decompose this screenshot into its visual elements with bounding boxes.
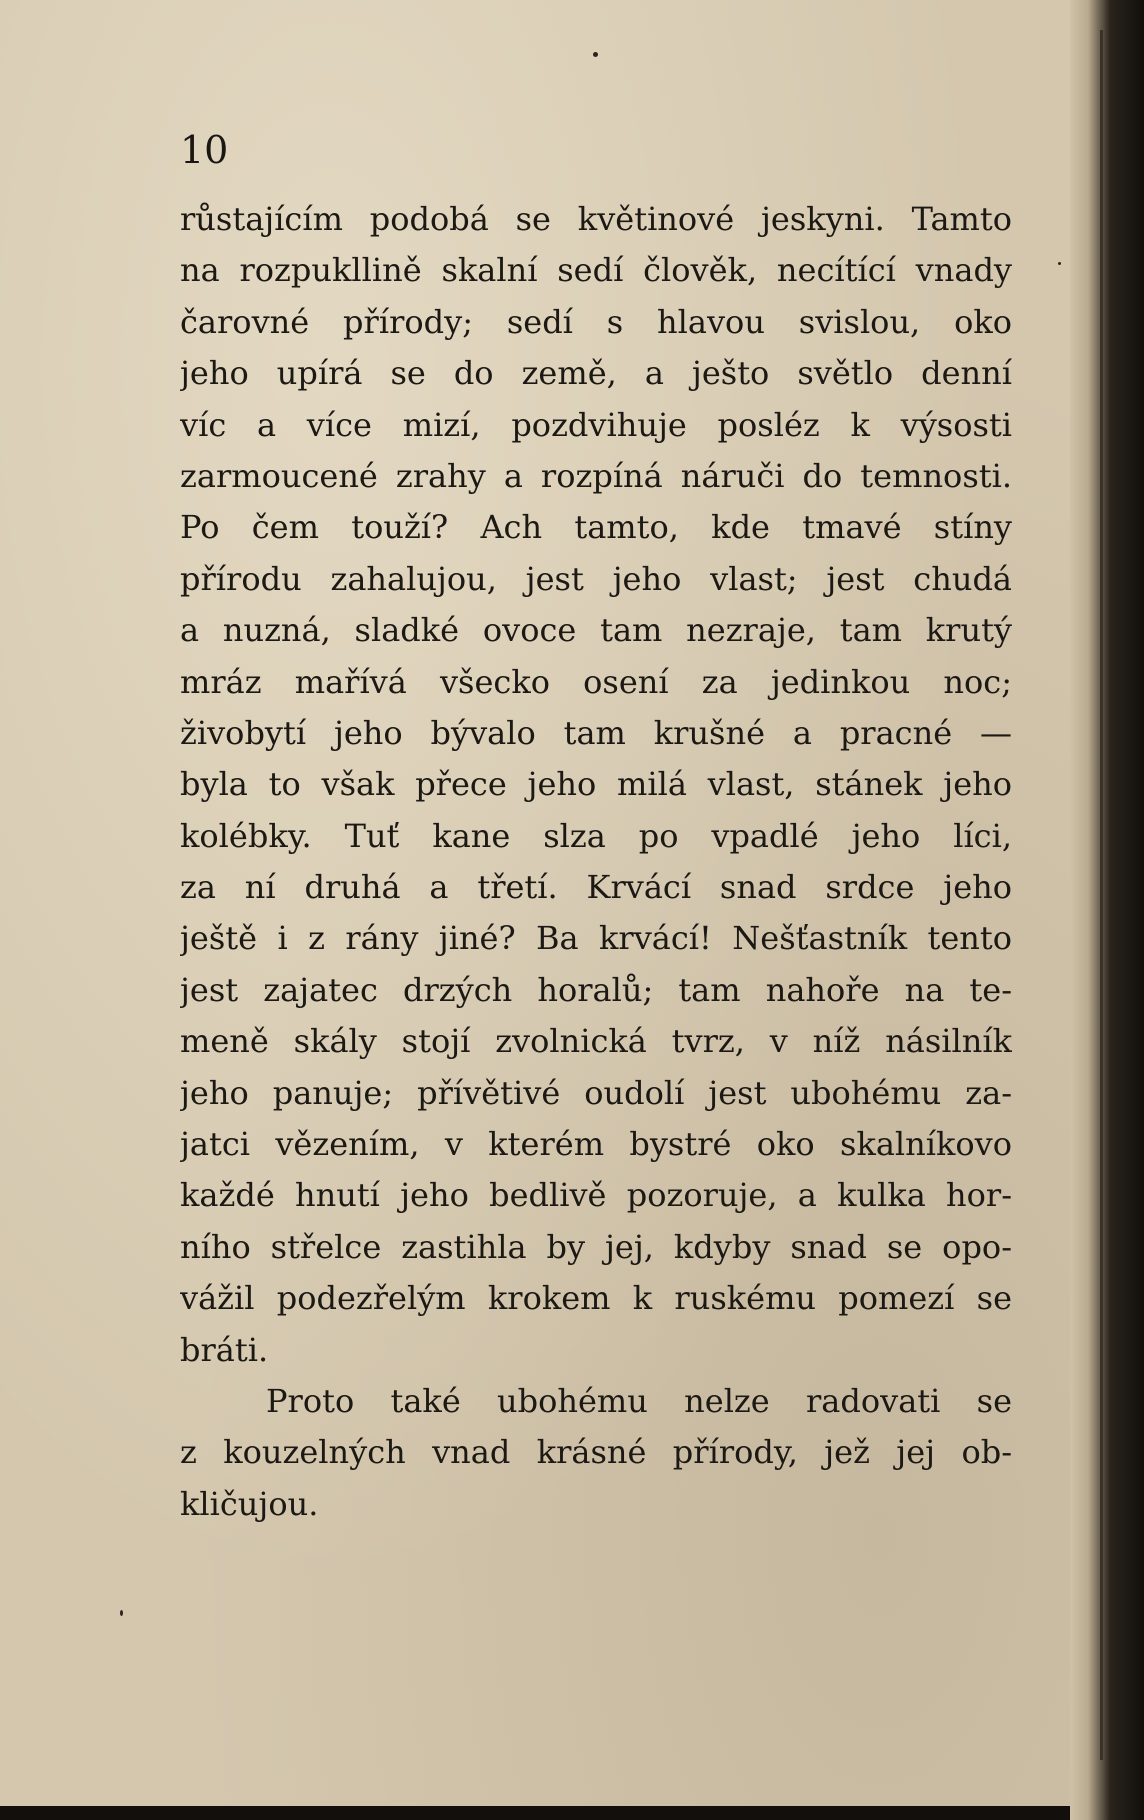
text-line: bráti. [180,1330,269,1369]
text-line-paragraph-start: Proto také ubohému nelze radovati se [266,1381,1012,1420]
text-line: ještě i z rány jiné? Ba krvácí! Nešťastník tento [180,919,1012,958]
ink-speck [120,1610,123,1616]
text-line: jeho panuje; přívětivé oudolí jest ubohému za- [180,1073,1012,1112]
text-line: kličujou. [180,1484,319,1523]
text-line: jeho upírá se do země, a ješto světlo denní [180,354,1012,393]
text-line: Po čem touží? Ach tamto, kde tmavé stíny [180,508,1012,547]
text-line: jest zajatec drzých horalů; tam nahoře na te- [180,970,1012,1009]
binding-edge [1100,30,1103,1760]
page-number: 10 [180,128,229,172]
text-line: za ní druhá a třetí. Krvácí snad srdce jeho [180,868,1012,907]
text-line: každé hnutí jeho bedlivě pozoruje, a kulka hor- [180,1176,1012,1215]
text-line: kolébky. Tuť kane slza po vpadlé jeho líci, [180,816,1012,855]
ink-speck [593,52,598,57]
text-line: přírodu zahalujou, jest jeho vlast; jest chudá [180,559,1012,598]
text-line: na rozpukllině skalní sedí člověk, necítící vnady [180,251,1012,290]
text-line: vážil podezřelým krokem k ruskému pomezí se [180,1279,1012,1318]
text-line: živobytí jeho bývalo tam krušné a pracné — [180,713,1012,752]
ink-speck [1058,262,1061,265]
text-line: mráz mařívá všecko osení za jedinkou noc; [180,662,1012,701]
text-line: byla to však přece jeho milá vlast, stánek jeho [180,765,1012,804]
text-line: čarovné přírody; sedí s hlavou svislou, oko [180,302,1012,341]
text-line: a nuzná, sladké ovoce tam nezraje, tam krutý [180,611,1012,650]
text-line: růstajícím podobá se květinové jeskyni. Tamto [180,200,1012,238]
text-line: meně skály stojí zvolnická tvrz, v níž násilník [180,1022,1012,1061]
text-line: ního střelce zastihla by jej, kdyby snad se opo- [180,1227,1012,1266]
page-gutter [1070,0,1144,1820]
text-line: jatci vězením, v kterém bystré oko skalníkovo [180,1125,1012,1164]
body-text [180,194,1012,1530]
text-line: zarmoucené zrahy a rozpíná náruči do temnosti. [180,456,1012,495]
text-line: z kouzelných vnad krásné přírody, jež jej ob- [180,1433,1012,1472]
text-line: víc a více mizí, pozdvihuje posléz k výsosti [180,405,1012,444]
